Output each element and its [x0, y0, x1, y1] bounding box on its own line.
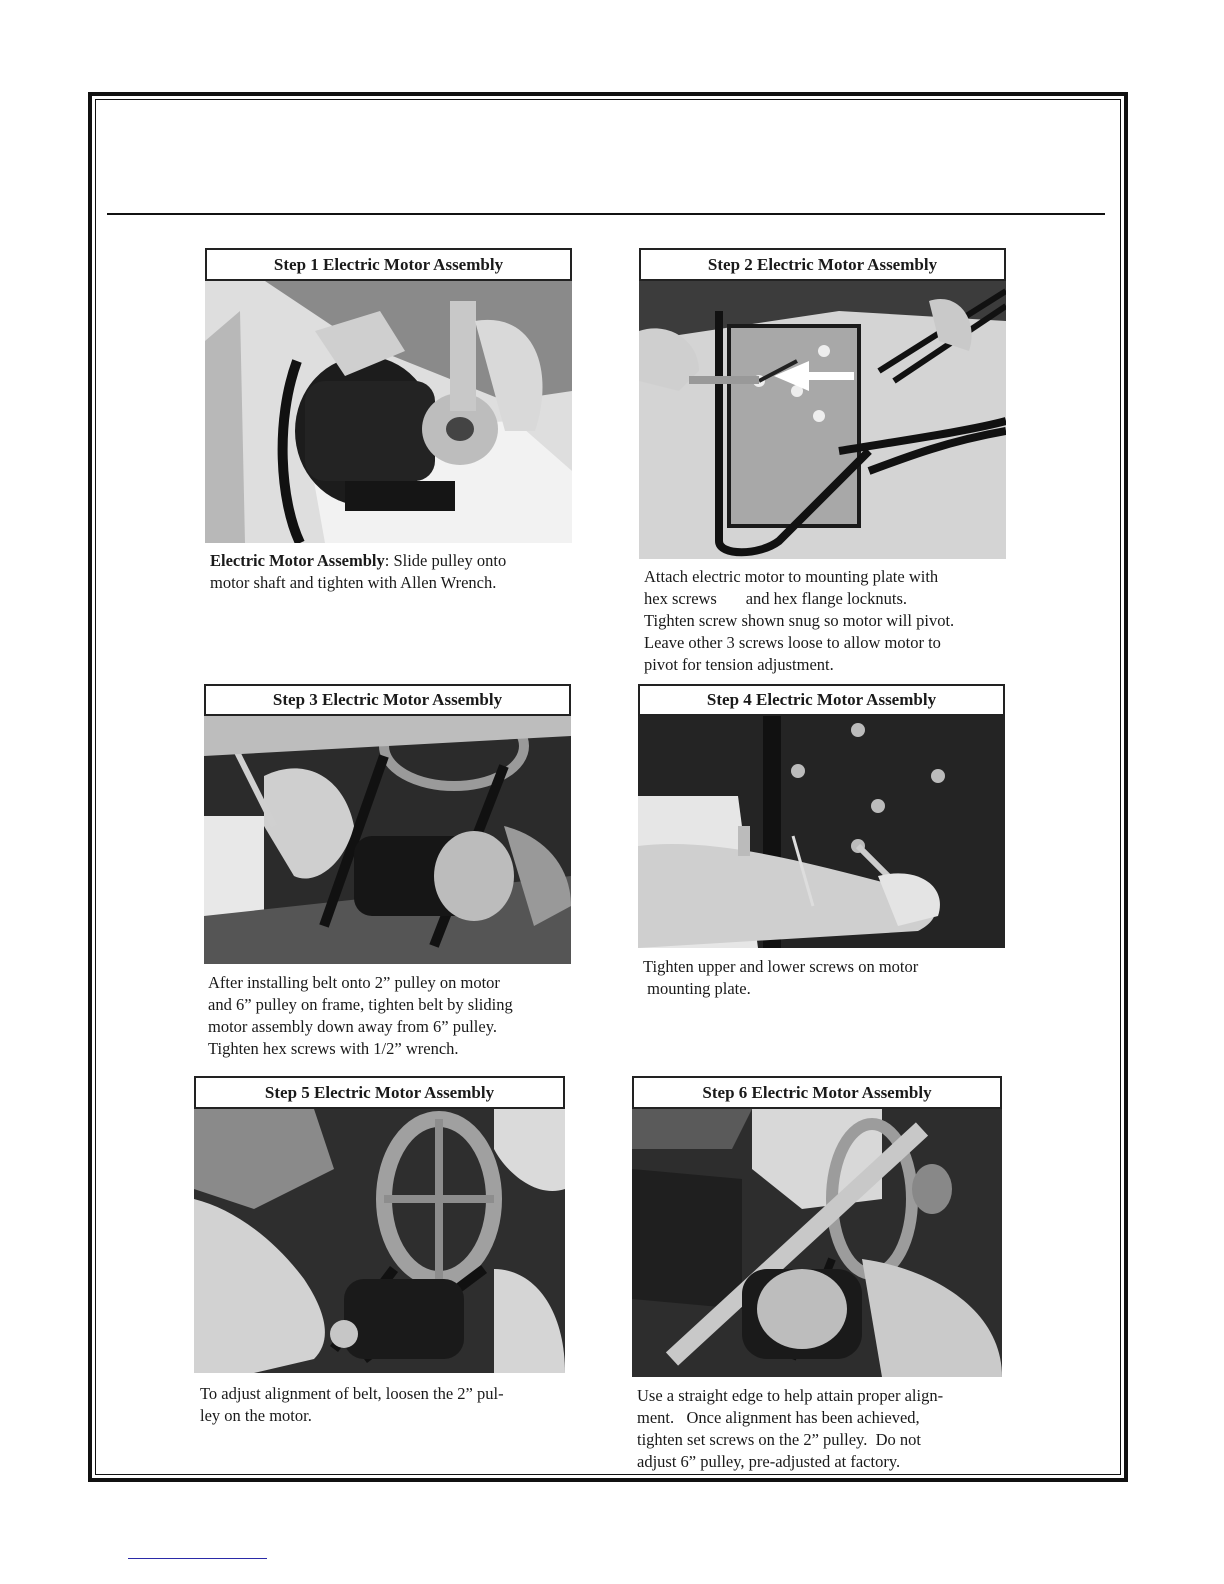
step-4-caption-line-1: Tighten upper and lower screws on motor: [643, 957, 919, 976]
step-6-photo: [632, 1109, 1002, 1377]
step-3-caption: [208, 972, 578, 1060]
step-4-photo: [638, 716, 1005, 948]
step-1-caption-bold: Electric Motor Assembly: [210, 551, 385, 570]
step-5-caption: [200, 1383, 570, 1427]
step-5-caption-line-2: ley on the motor.: [200, 1406, 312, 1425]
step-3-caption-line-2: and 6” pulley on frame, tighten belt by sliding: [208, 995, 513, 1014]
step-2-caption-line-5: pivot for tension adjustment.: [644, 655, 834, 674]
step-4-title: [638, 684, 1005, 716]
step-2-caption: [644, 566, 1014, 676]
step-2-title-text: Step 2 Electric Motor Assembly: [707, 254, 938, 274]
step-6-caption-line-3: tighten set screws on the 2” pulley. Do not: [637, 1430, 921, 1449]
step-1-caption: [210, 550, 580, 594]
step-1-title: [205, 248, 572, 281]
step-6-title: [632, 1076, 1002, 1109]
step-2-photo: [639, 281, 1006, 559]
step-4-caption: [643, 956, 1013, 1000]
header-divider: [107, 213, 1105, 215]
step-5-title: [194, 1076, 565, 1109]
step-1-caption-line-2: motor shaft and tighten with Allen Wrench.: [210, 573, 497, 592]
step-6-photo-illustration: [632, 1109, 1002, 1377]
step-6-caption: [637, 1385, 1007, 1473]
step-4-title-text: Step 4 Electric Motor Assembly: [706, 690, 937, 709]
step-1-title-text: Step 1 Electric Motor Assembly: [273, 254, 504, 274]
step-1-caption-line-1: [210, 550, 580, 572]
step-2-photo-illustration: [639, 281, 1006, 559]
step-2-caption-line-3: Tighten screw shown snug so motor will pivot.: [644, 611, 955, 630]
step-3-photo: [204, 716, 571, 964]
step-5-photo: [194, 1109, 565, 1373]
step-1-photo-illustration: [205, 281, 572, 543]
step-3-caption-line-3: motor assembly down away from 6” pulley.: [208, 1017, 497, 1036]
step-3-caption-line-4: Tighten hex screws with 1/2” wrench.: [208, 1039, 459, 1058]
step-3-caption-line-1: After installing belt onto 2” pulley on motor: [208, 973, 500, 992]
step-2-title: [639, 248, 1006, 281]
step-2-caption-line-1: Attach electric motor to mounting plate with: [644, 567, 939, 586]
step-1-caption-line-1-text: : Slide pulley onto: [384, 551, 507, 570]
step-4-photo-illustration: [638, 716, 1005, 948]
step-3-title-text: Step 3 Electric Motor Assembly: [272, 690, 503, 709]
step-6-caption-line-4: adjust 6” pulley, pre-adjusted at factory.: [637, 1452, 901, 1471]
step-6-caption-line-2: ment. Once alignment has been achieved,: [637, 1408, 920, 1427]
step-3-title: [204, 684, 571, 716]
step-5-title-text: Step 5 Electric Motor Assembly: [264, 1082, 495, 1102]
step-1-photo: [205, 281, 572, 543]
step-6-caption-line-1: Use a straight edge to help attain proper align-: [637, 1386, 944, 1405]
step-2-caption-line-4: Leave other 3 screws loose to allow motor to: [644, 633, 941, 652]
step-5-photo-illustration: [194, 1109, 565, 1373]
step-5-caption-line-1: To adjust alignment of belt, loosen the 2” pul-: [200, 1384, 504, 1403]
step-4-caption-line-2: mounting plate.: [643, 979, 751, 998]
step-3-photo-illustration: [204, 716, 571, 964]
step-6-title-text: Step 6 Electric Motor Assembly: [702, 1082, 932, 1102]
footer-link-underline: [128, 1558, 267, 1559]
step-2-caption-line-2: hex screws and hex flange locknuts.: [644, 589, 908, 608]
